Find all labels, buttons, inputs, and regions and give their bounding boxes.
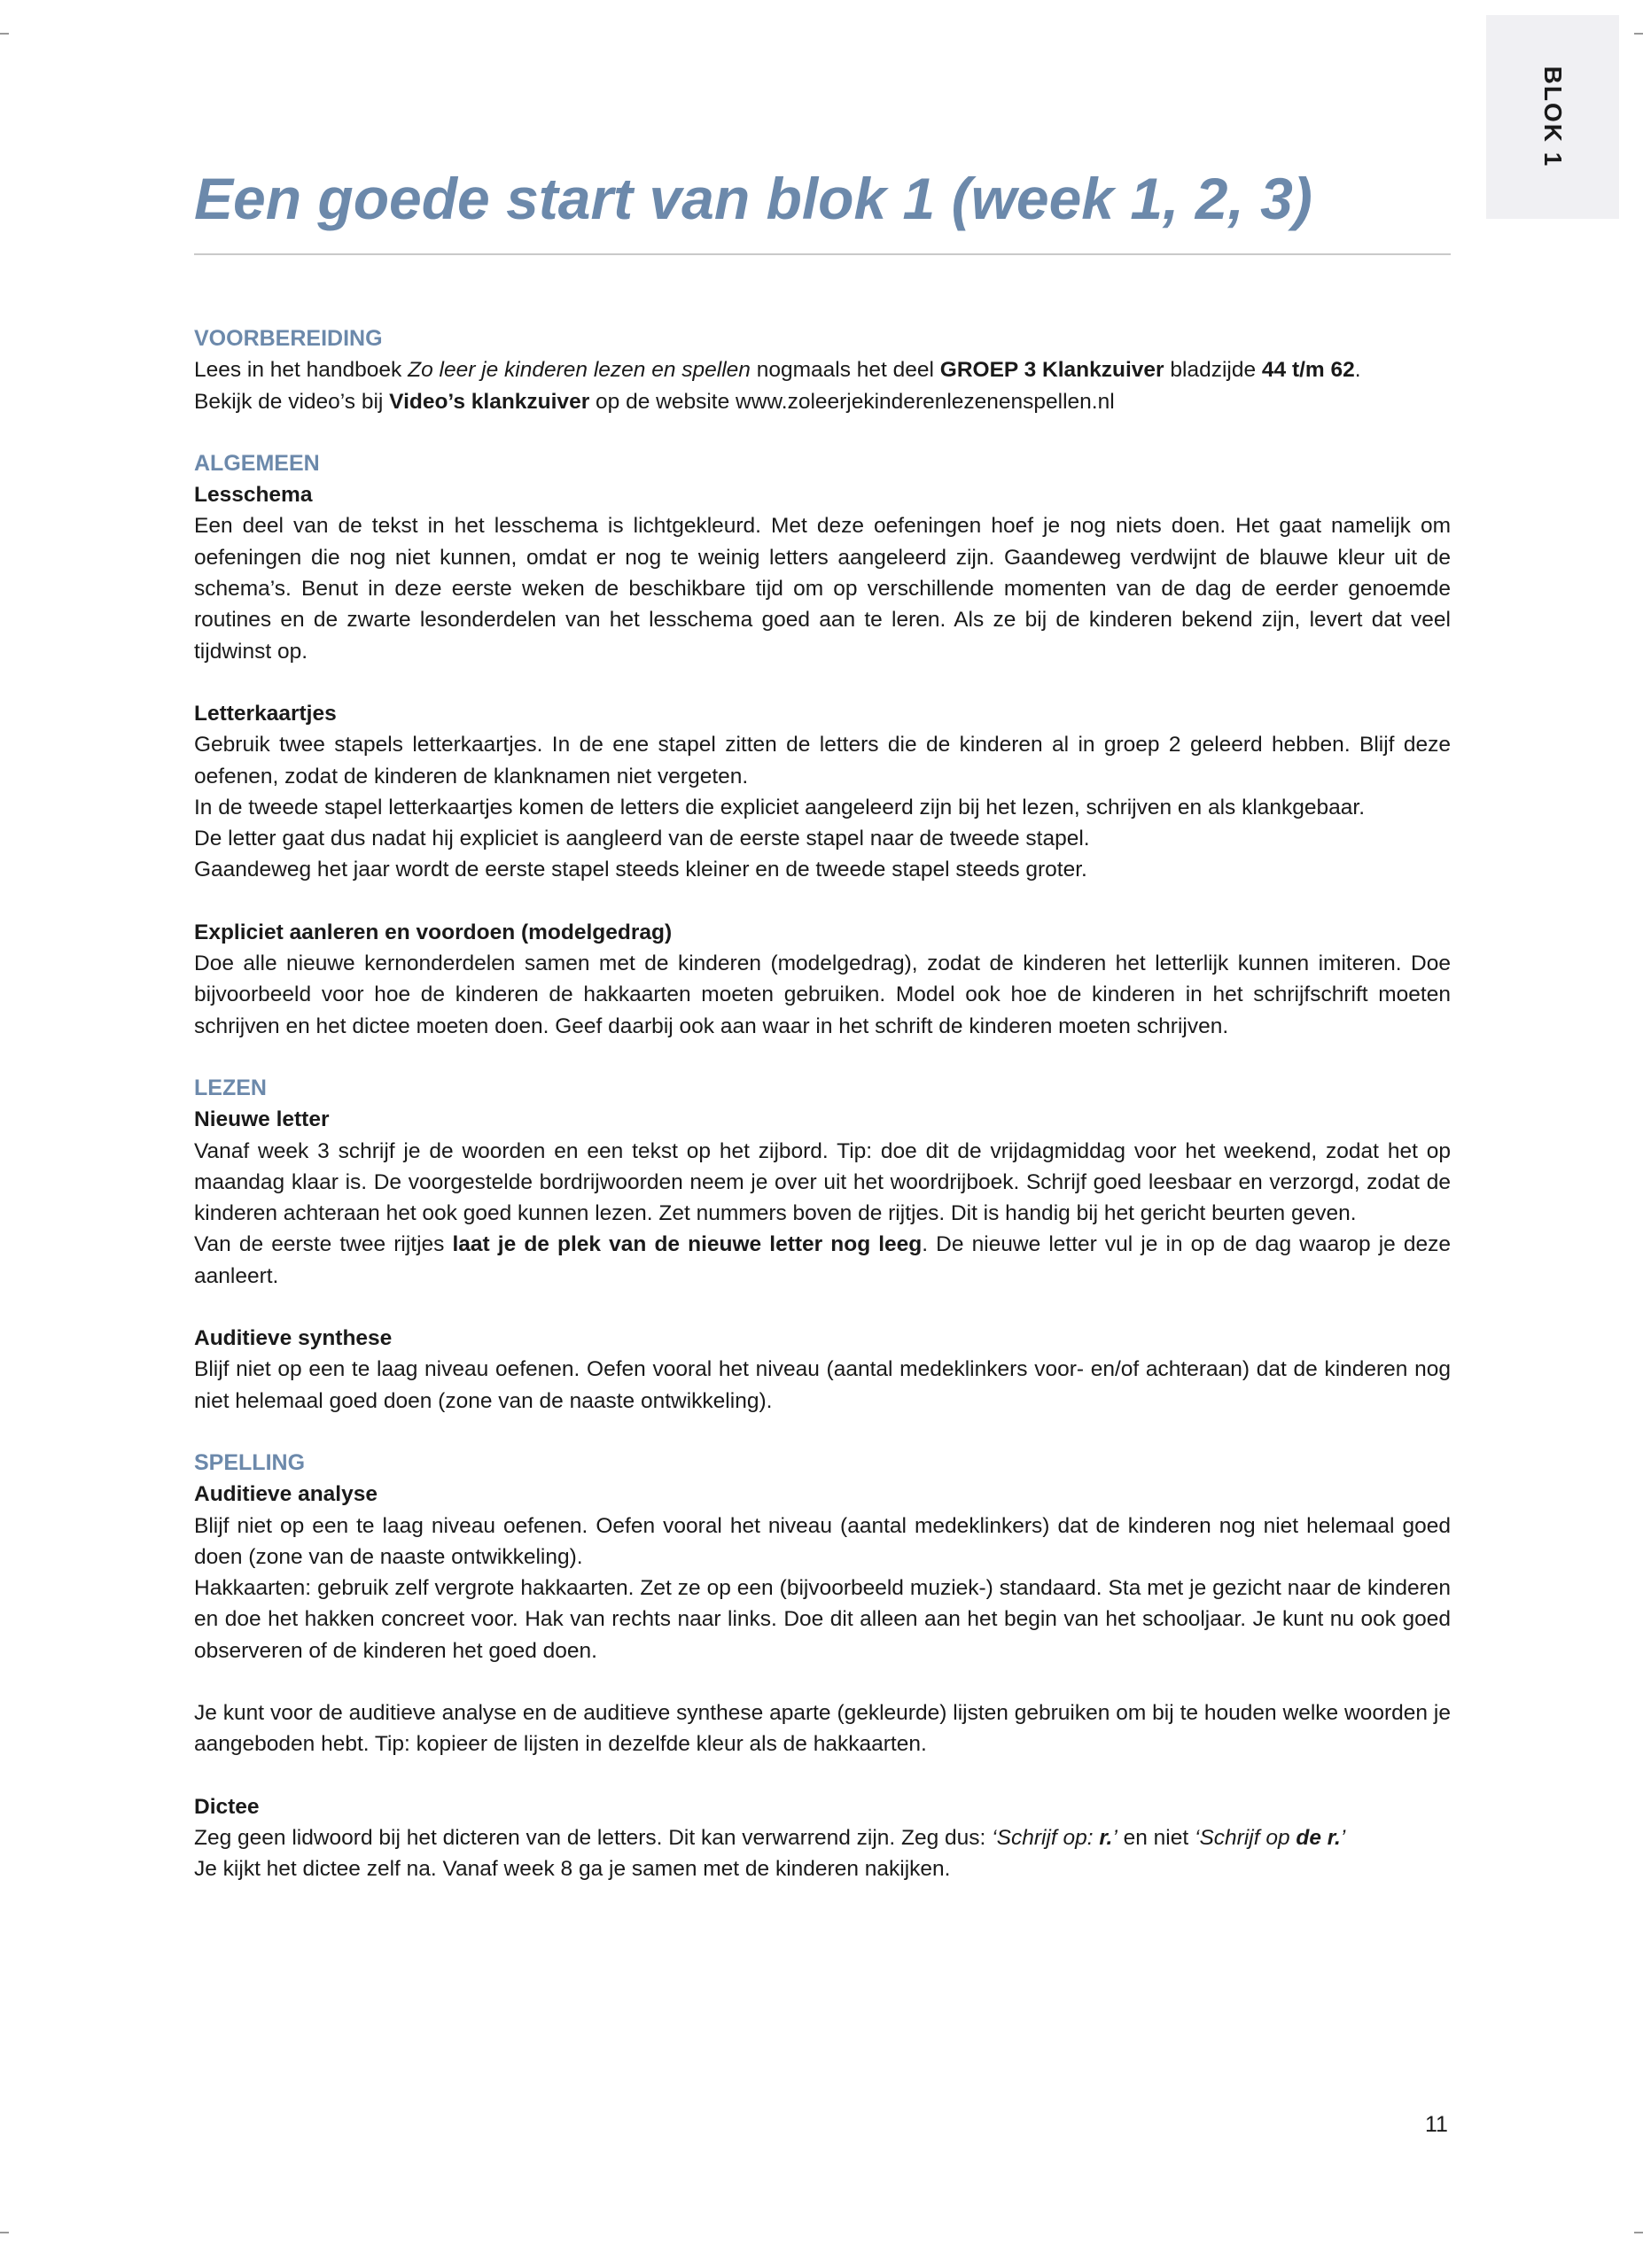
crop-mark <box>1634 2232 1643 2233</box>
paragraph: Vanaf week 3 schrijf je de woorden en een tekst op het zijbord. Tip: doe dit de vrijdagmiddag voor het weekend, zodat het op maandag klaar is. De voorgestelde bordrijwoorden neem je over uit het woordrijboek. Schrijf goed leesbaar en verzorgd, zodat de kinderen achteraan het ook goed kunnen lezen. Zet nummers boven de rijtjes. Dit is handig bij het gericht beurten geven. <box>194 1138 1451 1226</box>
emphasis: GROEP 3 Klankzuiver <box>939 358 1164 383</box>
paragraph: Blijf niet op een te laag niveau oefenen. Oefen vooral het niveau (aantal medeklinkers) dat de kinderen nog niet helemaal goed doen (zone van de naaste ontwikkeling). <box>194 1513 1451 1569</box>
text-run: ’ <box>1112 1825 1117 1850</box>
page-title: Een goede start van blok 1 (week 1, 2, 3) <box>194 166 1312 231</box>
text-run: . De nieuwe letter vul je in op de dag waarop je deze aanleert. <box>194 1232 1451 1288</box>
section-heading-algemeen: ALGEMEEN <box>194 450 320 476</box>
paragraph <box>194 1822 1451 1853</box>
page-number: 11 <box>1425 2112 1448 2137</box>
text-run: nogmaals het deel <box>750 358 940 383</box>
paragraph: Gaandeweg het jaar wordt de eerste stapel steeds kleiner en de tweede stapel steeds groter. <box>194 858 1087 882</box>
quote <box>992 1826 1117 1850</box>
emphasis: r. <box>1099 1825 1113 1850</box>
section-heading-lezen: LEZEN <box>194 1075 267 1100</box>
paragraph <box>194 1229 1451 1292</box>
text-run: . <box>1354 358 1361 383</box>
crop-mark <box>1634 33 1643 35</box>
emphasis: de r. <box>1296 1825 1341 1850</box>
text-run: ‘Schrijf op: <box>992 1825 1100 1850</box>
section-heading-voorbereiding: VOORBEREIDING <box>194 326 383 351</box>
book-title: Zo leer je kinderen lezen en spellen <box>408 358 751 383</box>
text-run: Zeg geen lidwoord bij het dicteren van de letters. Dit kan verwarrend zijn. Zeg dus: <box>194 1825 993 1850</box>
text-run: Van de eerste twee rijtjes <box>194 1232 453 1257</box>
text-run: ‘Schrijf op <box>1195 1825 1296 1850</box>
paragraph: Gebruik twee stapels letterkaartjes. In de ene stapel zitten de letters die de kinderen al in groep 2 geleerd hebben. Blijf deze oefenen, zodat de kinderen de klanknamen niet vergeten. <box>194 733 1451 788</box>
emphasis: Video’s klankzuiver <box>389 389 590 414</box>
subheading-letterkaartjes: Letterkaartjes <box>194 701 337 726</box>
paragraph: Doe alle nieuwe kernonderdelen samen met de kinderen (modelgedrag), zodat de kinderen het letterlijk kunnen imiteren. Doe bijvoorbeeld voor hoe de kinderen de hakkaarten moeten gebruiken. Model ook hoe de kinderen in het schrijfschrift moeten schrijven en het dictee moeten doen. Geef daarbij ook aan waar in het schrift de kinderen moeten schrijven. <box>194 951 1451 1038</box>
subheading-dictee: Dictee <box>194 1794 260 1819</box>
paragraph: Een deel van de tekst in het lesschema is lichtgekleurd. Met deze oefeningen hoef je nog niets doen. Het gaat namelijk om oefeningen die nog niet kunnen, omdat er nog te weinig letters aangeleerd zijn. Gaandeweg verdwijnt de blauwe kleur uit de schema’s. Benut in deze eerste weken de beschikbare tijd om op verschillende momenten van de dag de eerder genoemde routines en de zwarte lesonderdelen van het lesschema goed aan te leren. Als ze bij de kinderen bekend zijn, levert dat veel tijdwinst op. <box>194 514 1451 664</box>
paragraph <box>194 386 1451 417</box>
section-heading-spelling: SPELLING <box>194 1449 306 1475</box>
subheading-auditieve-synthese: Auditieve synthese <box>194 1326 393 1351</box>
emphasis: 44 t/m 62 <box>1261 358 1355 383</box>
paragraph: Je kijkt het dictee zelf na. Vanaf week 8 ga je samen met de kinderen nakijken. <box>194 1857 951 1882</box>
quote <box>1195 1826 1345 1850</box>
text-run: en niet <box>1117 1825 1195 1850</box>
text-run: op de website www.zoleerjekinderenlezenenspellen.nl <box>589 389 1115 414</box>
subheading-auditieve-analyse: Auditieve analyse <box>194 1482 378 1507</box>
crop-mark <box>0 2232 9 2233</box>
paragraph <box>194 354 1451 385</box>
text-run: Bekijk de video’s bij <box>194 389 390 414</box>
text-run: bladzijde <box>1164 358 1262 383</box>
subheading-expliciet-aanleren: Expliciet aanleren en voordoen (modelgedrag) <box>194 920 673 944</box>
subheading-lesschema: Lesschema <box>194 483 313 508</box>
document-body <box>194 323 1451 1884</box>
chapter-tab-label: BLOK 1 <box>1539 66 1567 168</box>
text-run: Lees in het handboek <box>194 358 409 383</box>
paragraph: Blijf niet op een te laag niveau oefenen. Oefen vooral het niveau (aantal medeklinkers voor- en/of achteraan) dat de kinderen nog niet helemaal goed doen (zone van de naaste ontwikkeling). <box>194 1357 1451 1413</box>
chapter-tab <box>1486 15 1619 219</box>
title-divider <box>194 253 1451 255</box>
paragraph: De letter gaat dus nadat hij expliciet is aangleerd van de eerste stapel naar de tweede stapel. <box>194 827 1090 851</box>
crop-mark <box>0 33 9 35</box>
emphasis: laat je de plek van de nieuwe letter nog leeg <box>452 1232 923 1257</box>
text-run: ’ <box>1340 1825 1346 1850</box>
paragraph: In de tweede stapel letterkaartjes komen de letters die expliciet aangeleerd zijn bij het lezen, schrijven en als klankgebaar. <box>194 795 1366 819</box>
paragraph: Je kunt voor de auditieve analyse en de auditieve synthese aparte (gekleurde) lijsten gebruiken om bij te houden welke woorden je aangeboden hebt. Tip: kopieer de lijsten in dezelfde kleur als de hakkaarten. <box>194 1700 1451 1757</box>
paragraph: Hakkaarten: gebruik zelf vergrote hakkaarten. Zet ze op een (bijvoorbeeld muziek-) standaard. Sta met je gezicht naar de kinderen en doe het hakken concreet voor. Hak van rechts naar links. Doe dit alleen aan het begin van het schooljaar. Je kunt nu ook goed observeren of de kinderen het goed doen. <box>194 1576 1451 1663</box>
subheading-nieuwe-letter: Nieuwe letter <box>194 1107 330 1132</box>
